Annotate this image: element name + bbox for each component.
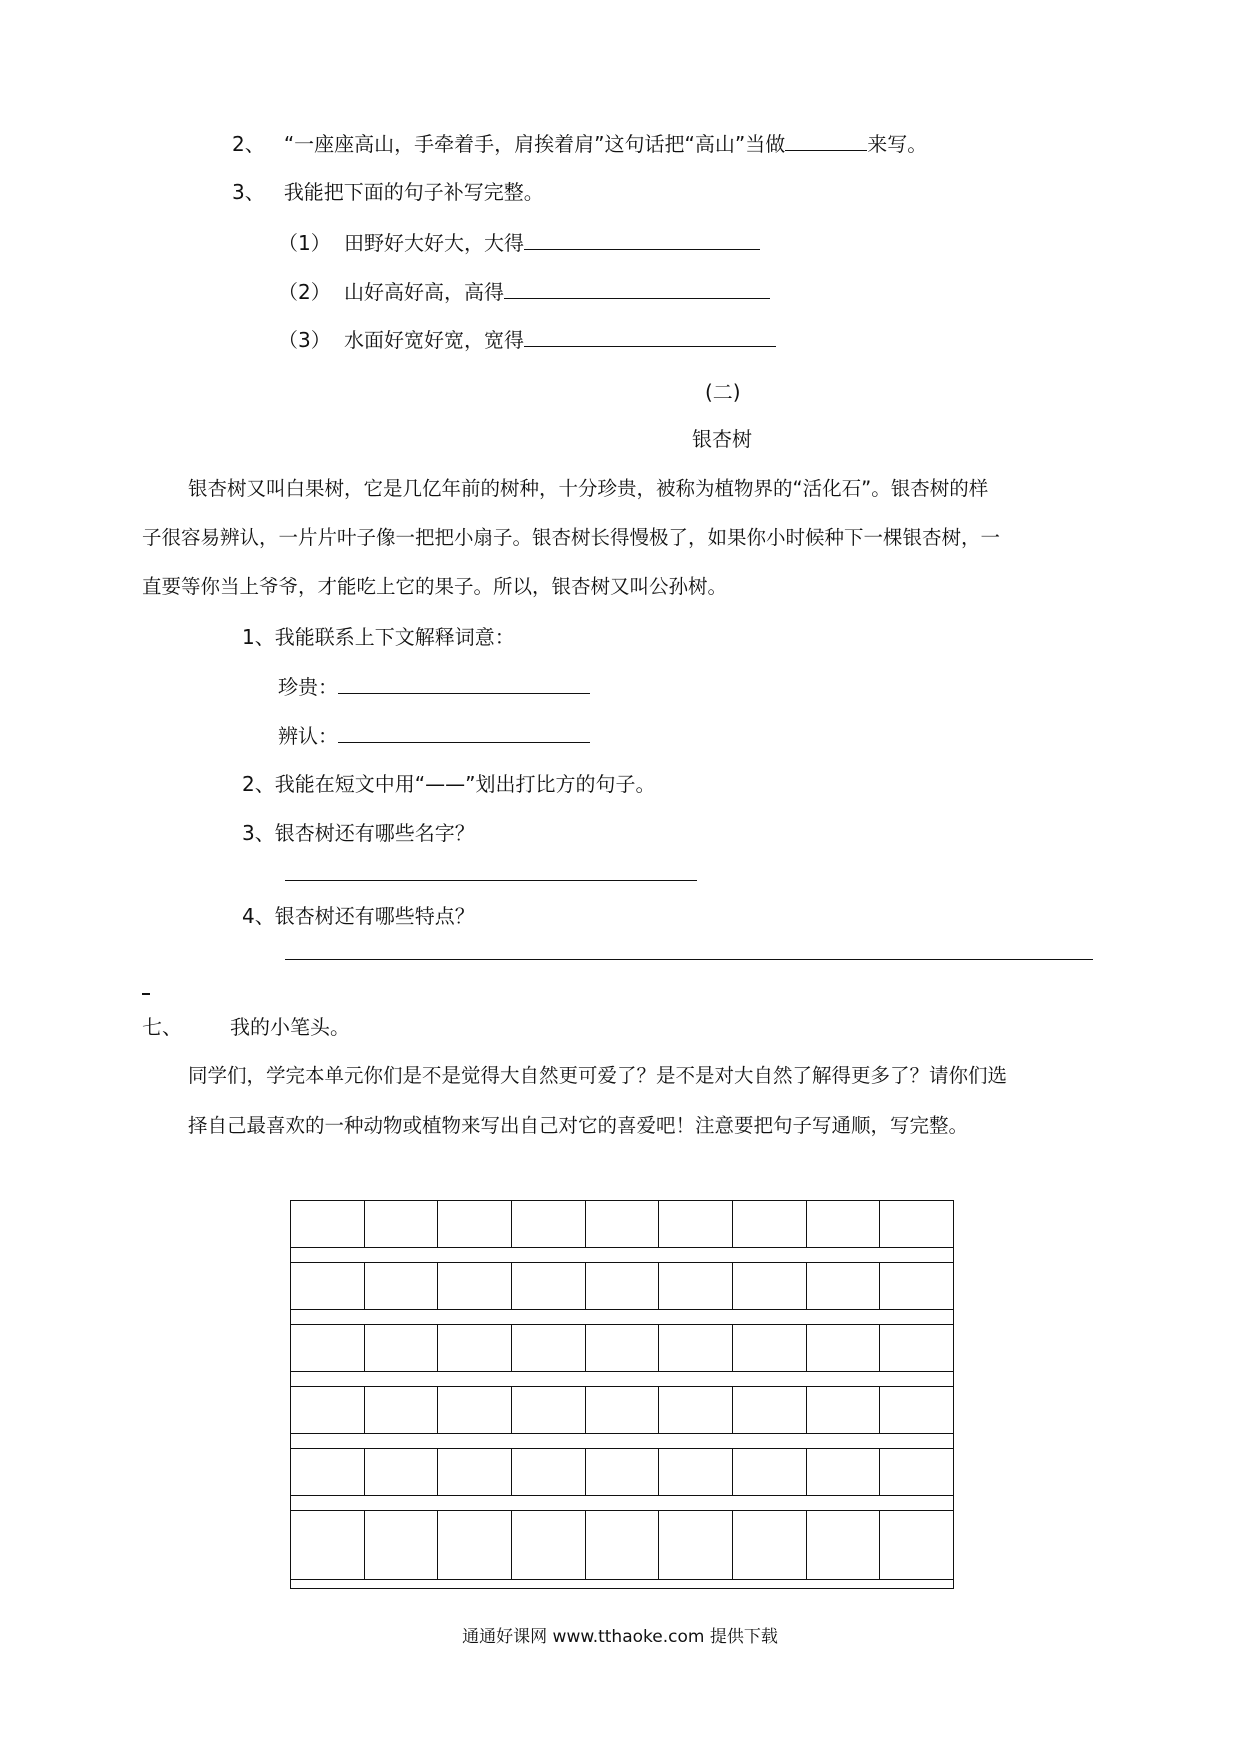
section-seven-body-1: 同学们，学完本单元你们是不是觉得大自然更可爱了？是不是对大自然了解得更多了？请你们选: [188, 1064, 1008, 1087]
q2-line: [232, 128, 927, 158]
grid-cell[interactable]: [807, 1448, 881, 1496]
grid-cell[interactable]: [438, 1448, 512, 1496]
grid-cell[interactable]: [880, 1200, 953, 1248]
item-answer-blank[interactable]: [524, 324, 776, 347]
section-heading: (二): [705, 380, 741, 404]
grid-cell[interactable]: [807, 1386, 881, 1434]
s2-q1-term-1: [278, 671, 590, 701]
section-seven-number: 七、: [142, 1015, 182, 1039]
grid-cell[interactable]: [438, 1510, 512, 1580]
s2-q4: 4、银杏树还有哪些特点？: [242, 904, 475, 928]
q2-answer-blank[interactable]: [785, 128, 867, 151]
grid-cell[interactable]: [438, 1200, 512, 1248]
section-seven-heading: [142, 1013, 350, 1041]
item-number: （3）: [278, 328, 331, 352]
term-label: 辨认：: [278, 724, 338, 748]
grid-row: [291, 1510, 953, 1580]
item-answer-blank[interactable]: [524, 227, 760, 250]
section-seven-title: 我的小笔头。: [230, 1015, 350, 1039]
s2-q1: 1、我能联系上下文解释词意：: [242, 625, 515, 649]
grid-cell[interactable]: [733, 1324, 807, 1372]
q3-line: [232, 178, 544, 206]
item-answer-blank[interactable]: [504, 276, 770, 299]
passage-line-2: 子很容易辨认，一片片叶子像一把把小扇子。银杏树长得慢极了，如果你小时候种下一棵银杏树，一: [142, 526, 1001, 549]
grid-cell[interactable]: [807, 1262, 881, 1310]
item-text: 田野好大好大，大得: [344, 231, 524, 255]
passage-line-3: 直要等你当上爷爷，才能吃上它的果子。所以，银杏树又叫公孙树。: [142, 575, 728, 598]
grid-cell[interactable]: [365, 1448, 439, 1496]
term-answer-blank[interactable]: [338, 671, 590, 694]
grid-cell[interactable]: [291, 1324, 365, 1372]
grid-cell[interactable]: [586, 1262, 660, 1310]
grid-cell[interactable]: [365, 1200, 439, 1248]
stray-mark: [142, 993, 150, 995]
q3-item-3: [278, 324, 776, 354]
grid-cell[interactable]: [291, 1200, 365, 1248]
grid-cell[interactable]: [807, 1324, 881, 1372]
s2-q3: 3、银杏树还有哪些名字？: [242, 821, 475, 845]
grid-cell[interactable]: [733, 1510, 807, 1580]
grid-cell[interactable]: [880, 1324, 953, 1372]
item-number: （1）: [278, 231, 331, 255]
grid-cell[interactable]: [291, 1510, 365, 1580]
grid-cell[interactable]: [659, 1324, 733, 1372]
grid-cell[interactable]: [291, 1448, 365, 1496]
grid-row: [291, 1324, 953, 1372]
grid-row: [291, 1200, 953, 1248]
grid-cell[interactable]: [586, 1324, 660, 1372]
writing-grid: [290, 1200, 954, 1589]
item-number: （2）: [278, 280, 331, 304]
item-text: 山好高好高，高得: [344, 280, 504, 304]
grid-cell[interactable]: [512, 1510, 586, 1580]
grid-cell[interactable]: [733, 1448, 807, 1496]
grid-cell[interactable]: [291, 1386, 365, 1434]
grid-cell[interactable]: [586, 1200, 660, 1248]
page-footer: 通通好课网 www.tthaoke.com 提供下载: [462, 1627, 778, 1647]
term-answer-blank[interactable]: [338, 720, 590, 743]
q3-number: 3、: [232, 180, 265, 204]
passage-line-1: 银杏树又叫白果树，它是几亿年前的树种，十分珍贵，被称为植物界的“活化石”。银杏树的样: [188, 477, 989, 500]
grid-cell[interactable]: [512, 1386, 586, 1434]
grid-cell[interactable]: [512, 1200, 586, 1248]
grid-cell[interactable]: [733, 1262, 807, 1310]
grid-cell[interactable]: [291, 1262, 365, 1310]
q2-number: 2、: [232, 132, 265, 156]
grid-cell[interactable]: [880, 1448, 953, 1496]
grid-cell[interactable]: [586, 1386, 660, 1434]
grid-cell[interactable]: [659, 1200, 733, 1248]
s2-q4-answer-line[interactable]: [285, 959, 1093, 960]
q3-text: 我能把下面的句子补写完整。: [283, 180, 544, 204]
term-label: 珍贵：: [278, 675, 338, 699]
grid-cell[interactable]: [659, 1386, 733, 1434]
grid-cell[interactable]: [512, 1448, 586, 1496]
grid-cell[interactable]: [365, 1262, 439, 1310]
grid-cell[interactable]: [659, 1262, 733, 1310]
grid-cell[interactable]: [438, 1386, 512, 1434]
grid-cell[interactable]: [880, 1510, 953, 1580]
q2-suffix: 来写。: [867, 132, 928, 156]
grid-cell[interactable]: [807, 1200, 881, 1248]
passage-title: 银杏树: [692, 427, 752, 451]
grid-cell[interactable]: [880, 1386, 953, 1434]
grid-cell[interactable]: [733, 1386, 807, 1434]
q3-item-1: [278, 227, 760, 257]
grid-cell[interactable]: [438, 1324, 512, 1372]
grid-cell[interactable]: [586, 1448, 660, 1496]
grid-row: [291, 1262, 953, 1310]
grid-row: [291, 1386, 953, 1434]
grid-cell[interactable]: [880, 1262, 953, 1310]
grid-cell[interactable]: [733, 1200, 807, 1248]
q2-text: “一座座高山，手牵着手，肩挨着肩”这句话把“高山”当做: [283, 132, 786, 156]
grid-cell[interactable]: [365, 1386, 439, 1434]
grid-cell[interactable]: [512, 1262, 586, 1310]
q3-item-2: [278, 276, 770, 306]
grid-cell[interactable]: [512, 1324, 586, 1372]
grid-cell[interactable]: [807, 1510, 881, 1580]
s2-q2: 2、我能在短文中用“——”划出打比方的句子。: [242, 772, 656, 796]
grid-row: [291, 1448, 953, 1496]
s2-q1-term-2: [278, 720, 590, 750]
grid-cell[interactable]: [438, 1262, 512, 1310]
item-text: 水面好宽好宽，宽得: [344, 328, 524, 352]
grid-cell[interactable]: [659, 1448, 733, 1496]
grid-cell[interactable]: [586, 1510, 660, 1580]
grid-cell[interactable]: [365, 1324, 439, 1372]
s2-q3-answer-line[interactable]: [285, 880, 697, 881]
grid-cell[interactable]: [365, 1510, 439, 1580]
section-seven-body-2: 择自己最喜欢的一种动物或植物来写出自己对它的喜爱吧！注意要把句子写通顺，写完整。: [188, 1114, 969, 1137]
grid-cell[interactable]: [659, 1510, 733, 1580]
